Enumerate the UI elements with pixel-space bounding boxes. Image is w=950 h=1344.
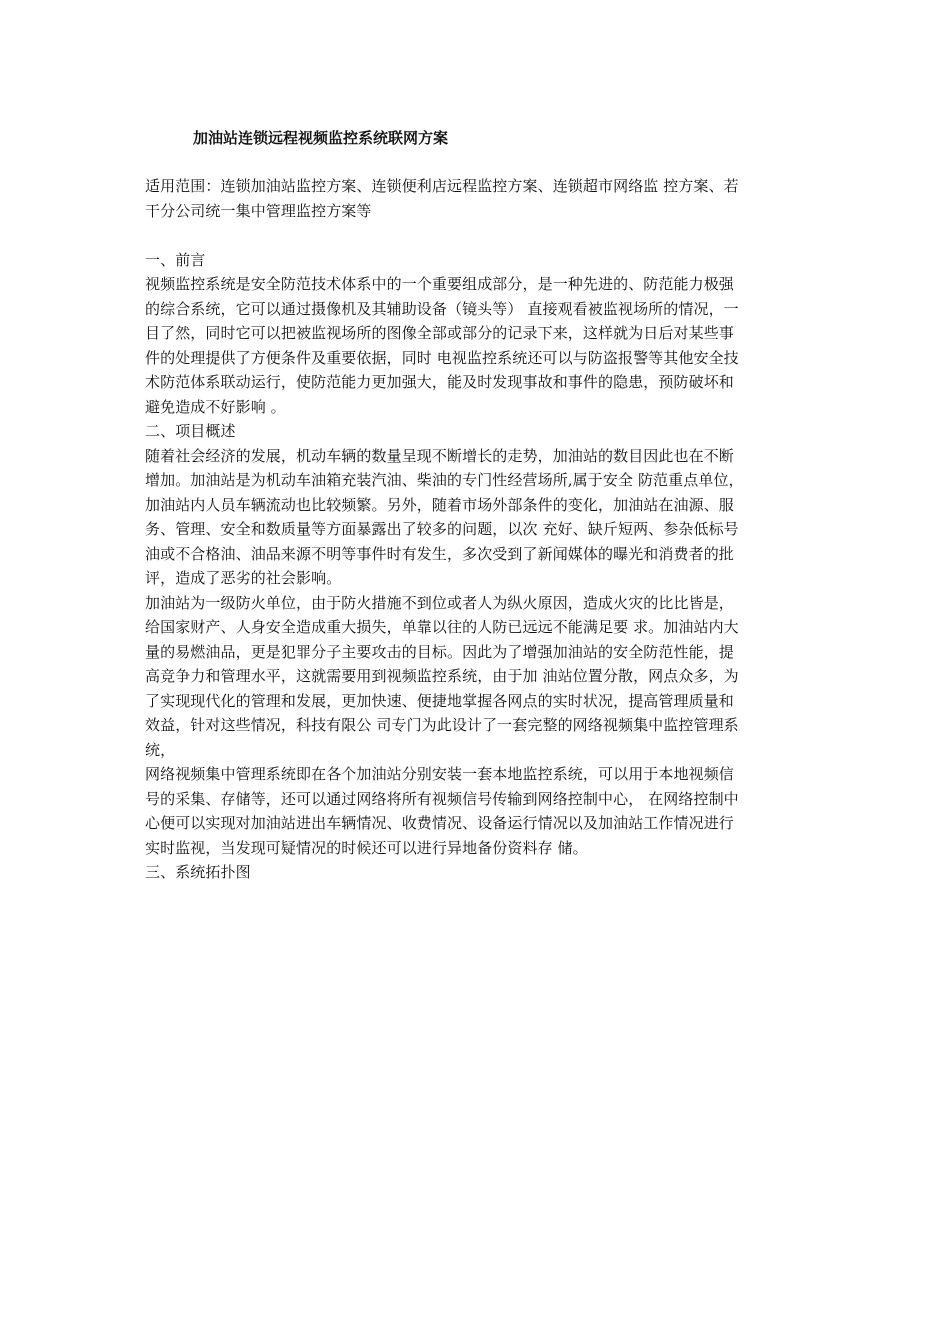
paragraph-line: 给国家财产、人身安全造成重大损失，单靠以往的人防已远远不能满足要 求。加油站内大 xyxy=(145,618,739,636)
paragraph-line: 二、项目概述 xyxy=(145,422,236,440)
paragraph-line: 油或不合格油、油品来源不明等事件时有发生，多次受到了新闻媒体的曝光和消费者的批 xyxy=(145,544,734,563)
paragraph-line: 网络视频集中管理系统即在各个加油站分别安装一套本地监控系统，可以用于本地视频信 xyxy=(145,765,734,783)
paragraph-line: 实时监视，当发现可疑情况的时候还可以进行异地备份资料存 储。 xyxy=(145,838,588,857)
paragraph-line: 一、前言 xyxy=(145,250,206,269)
blank-line xyxy=(145,223,805,248)
paragraph-line: 加油站内人员车辆流动也比较频繁。另外，随着市场外部条件的变化，加油站在油源、服 xyxy=(145,495,734,514)
paragraph-line: 件的处理提供了方便条件及重要依据，同时 电视监控系统还可以与防盗报警等其他安全技 xyxy=(145,348,739,367)
paragraph-line: 统， xyxy=(145,740,176,759)
paragraph-line: 避免造成不好影响 。 xyxy=(145,397,286,416)
paragraph-line: 高竞争力和管理水平，这就需要用到视频监控系统，由于加 油站位置分散，网点众多，为 xyxy=(145,667,739,685)
paragraph-line: 术防范体系联动运行，使防范能力更加强大，能及时发现事故和事件的隐患，预防破坏和 xyxy=(145,373,734,391)
paragraph-line: 了实现现代化的管理和发展，更加快速、便捷地掌握各网点的实时状况，提高管理质量和 xyxy=(145,691,734,710)
document-title: 加油站连锁远程视频监控系统联网方案 xyxy=(193,129,449,147)
paragraph-line: 加油站为一级防火单位，由于防火措施不到位或者人为纵火原因，造成火灾的比比皆是， xyxy=(145,593,734,612)
paragraph-line: 适用范围：连锁加油站监控方案、连锁便利店远程监控方案、连锁超市网络监 控方案、若 xyxy=(145,177,739,195)
paragraph-line: 增加。加油站是为机动车油箱充装汽油、柴油的专门性经营场所,属于安全 防范重点单位， xyxy=(145,471,744,489)
paragraph-line: 目了然，同时它可以把被监视场所的图像全部或部分的记录下来，这样就为日后对某些事 xyxy=(145,324,734,342)
paragraph-line: 务、管理、安全和数质量等方面暴露出了较多的问题，以次 充好、缺斤短两、参杂低标号 xyxy=(145,520,739,538)
paragraph-line: 的综合系统，它可以通过摄像机及其辅助设备（镜头等） 直接观看被监视场所的情况，一 xyxy=(145,299,739,318)
paragraph-line: 随着社会经济的发展，机动车辆的数量呈现不断增长的走势，加油站的数目因此也在不断 xyxy=(145,446,734,465)
paragraph-line: 干分公司统一集中管理监控方案等 xyxy=(145,201,372,220)
paragraph-line: 评，造成了恶劣的社会影响。 xyxy=(145,569,342,587)
paragraph-line: 视频监控系统是安全防范技术体系中的一个重要组成部分，是一种先进的、防范能力极强 xyxy=(145,275,734,293)
document-body xyxy=(145,174,805,885)
paragraph-line: 心便可以实现对加油站进出车辆情况、收费情况、设备运行情况以及加油站工作情况进行 xyxy=(145,814,734,832)
paragraph-line: 号的采集、存储等，还可以通过网络将所有视频信号传输到网络控制中心， 在网络控制中 xyxy=(145,789,739,808)
paragraph-line: 量的易燃油品，更是犯罪分子主要攻击的目标。因此为了增强加油站的安全防范性能，提 xyxy=(145,642,734,661)
paragraph-line: 三、系统拓扑图 xyxy=(145,863,251,881)
paragraph-line: 效益，针对这些情况，科技有限公 司专门为此设计了一套完整的网络视频集中监控管理系 xyxy=(145,716,739,734)
